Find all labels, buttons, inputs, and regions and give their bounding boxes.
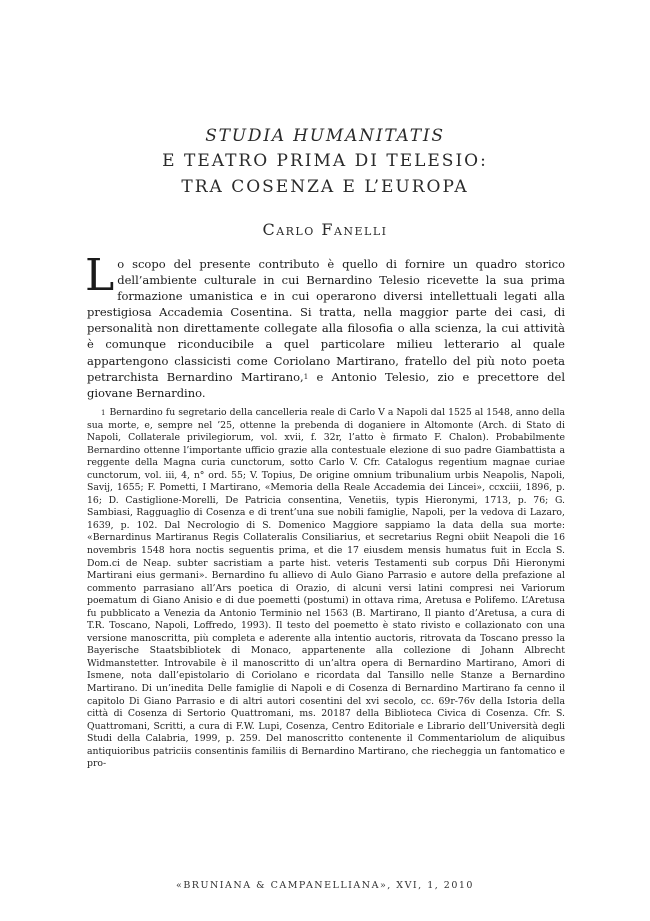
article-title-line-3: TRA COSENZA E L’EUROPA bbox=[181, 177, 469, 197]
footnote-1 bbox=[87, 407, 565, 771]
footnote-marker: 1 bbox=[101, 409, 106, 417]
footnote-text: Bernardino fu segretario della cancelleria reale di Carlo V a Napoli dal 1525 al 1548, anno della sua morte, e, sempre nel ’25, ottenne la prebenda di doganiere in Altomonte (Arch. di Stato di Napoli, Collaterale privilegiorum, vol. xvii, f. 32r, l’atto è firmato F. Chalon). Probabilmente Bernardino ottenne l’importante ufficio grazie alla contestuale elezione di suo padre Giambattista a reggente della Magna curia cunctorum, sotto Carlo V. Cfr. Catalogus regentium magnae curiae cunctorum, vol. iii, 4, n° ord. 55; V. Topius, De origine omnium tribunalium urbis Neapolis, Napoli, Savij, 1655; F. Pometti, I Martirano, «Memoria della Reale Accademia dei Lincei», ccxciii, 1896, p. 16; D. Castiglione-Morelli, De Patricia consentina, Venetiis, typis Hieronymi, 1713, p. 76; G. Sambiasi, Ragguaglio di Cosenza e di trent’una sue nobili famiglie, Napoli, per la vedova di Lazaro, 1639, p. 102. Dal Necrologio di S. Domenico Maggiore sappiamo la data della sua morte: «Bernardinus Martiranus Regis Collateralis Consiliarius, et secretarius Regni obiit Neapoli die 16 novembris 1548 hora noctis seguentis prima, et die 17 eiusdem mensis humatus fuit in Eccla S. Dom.ci de Neap. subter sacristiam a parte hist. veteris Testamenti sub corpus Dñi Hieronymi Martirani eius germani». Bernardino fu allievo di Aulo Giano Parrasio e autore della prefazione al commento parrasiano all’Ars poetica di Orazio, di alcuni versi latini compresi nei Variorum poematum di Giano Anisio e di due poemetti (postumi) in ottava rima, Aretusa e Polifemo. L’Aretusa fu pubblicato a Venezia da Antonio Terminio nel 1563 (B. Martirano, Il pianto d’Aretusa, a cura di T.R. Toscano, Napoli, Loffredo, 1993). Il testo del poemetto è stato rivisto e collazionato con una versione manoscritta, più completa e aderente alla intentio auctoris, ritrovata da Toscano presso la Bayerische Staatsbibliotek di Monaco, appartenente alla collezione di Johann Albrecht Widmanstetter. Introvabile è il manoscritto di un’altra opera di Bernardino Martirano, Amori di Ismene, nota dall’epistolario di Coriolano e ricordata dal Tansillo nelle Stanze a Bernardino Martirano. Di un’inedita Delle famiglie di Napoli e di Cosenza di Bernardino Martirano fa cenno il capitolo Di Giano Parrasio e di altri autori cosentini del xvi secolo, cc. 69r-76v della Istoria della città di Cosenza di Sertorio Quattromani, ms. 20187 della Biblioteca Civica di Cosenza. Cfr. S. Quattromani, Scritti, a cura di F.W. Lupi, Cosenza, Centro Editoriale e Librario dell’Università degli Studi della Calabria, 1999, p. 259. Del manoscritto contenente il Commentariolum de aliquibus antiquioribus patriciis consentinis familiis di Bernardino Martirano, che riecheggia un fantomatico e pro- bbox=[87, 407, 565, 770]
drop-cap: L bbox=[85, 250, 115, 301]
paragraph-text-start: o scopo del presente contributo è quello di fornire un quadro storico dell’ambiente culturale in cui Bernardino Telesio ricevette la sua prima formazione umanistica e in cui operarono diversi intellettuali legati alla prestigiosa Accademia Cosentina. Si tratta, nella maggior parte dei casi, di personalità non direttamente collegate alla filosofia o alla scienza, la cui attività è comunque riconducibile a quel particolare milieu letterario al quale appartengono classicisti come Coriolano Martirano, fratello del più noto poeta petrarchista Bernardino Martirano, bbox=[87, 257, 565, 384]
article-title-line-2: E TEATRO PRIMA DI TELESIO: bbox=[162, 151, 488, 171]
footnote-reference[interactable]: 1 bbox=[303, 372, 309, 381]
paragraph-text-end: e Antonio Telesio, zio e precettore del giovane Bernardino. bbox=[87, 369, 565, 400]
journal-footer: «BRUNIANA & CAMPANELLIANA», XVI, 1, 2010 bbox=[176, 880, 474, 891]
article-title-line-1: STUDIA HUMANITATIS bbox=[205, 126, 445, 146]
author-name: Carlo Fanelli bbox=[262, 220, 388, 239]
body-paragraph bbox=[85, 250, 565, 401]
